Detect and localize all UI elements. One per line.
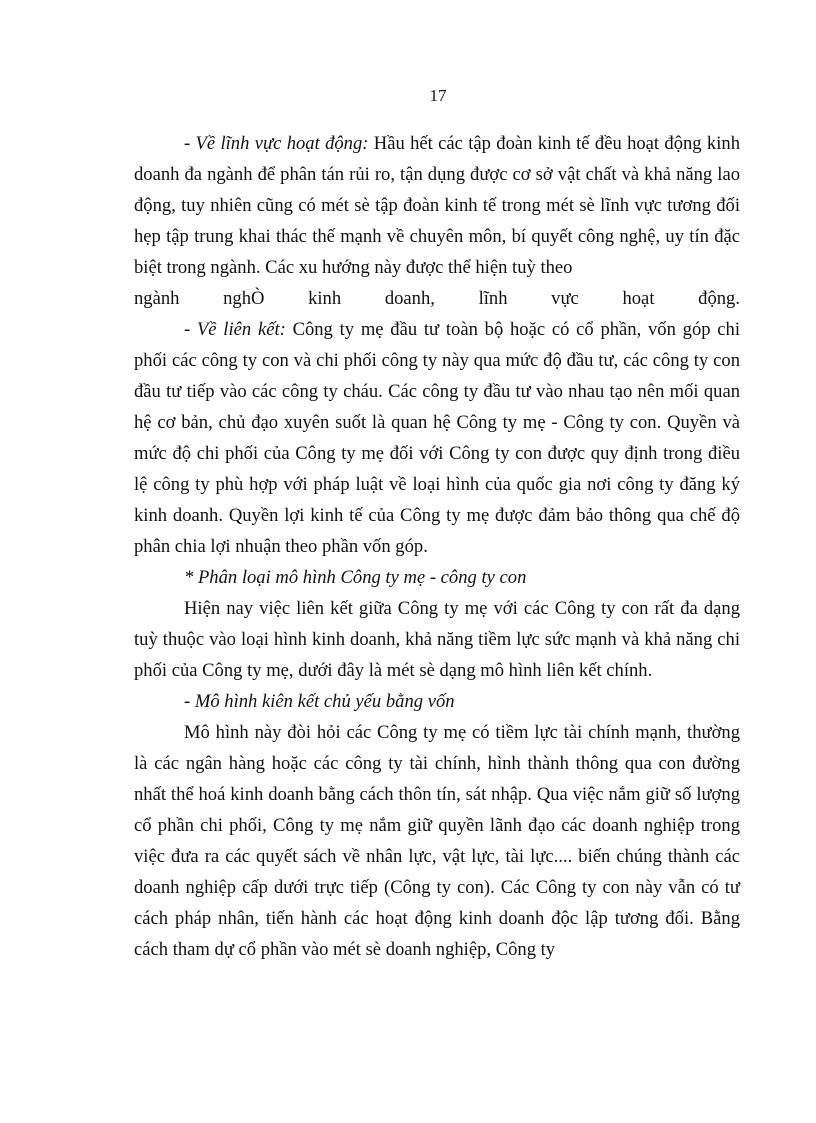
paragraph-lead: - Về liên kết: [184,319,286,340]
page-number: 17 [429,86,447,105]
section-heading-classification: * Phân loại mô hình Công ty mẹ - công ty con [184,567,527,588]
paragraph-text: Hầu hết các tập đoàn kinh tế đều hoạt động kinh doanh đa ngành để phân tán rủi ro, tận dụng được cơ sở vật chất và khả năng lao động, tuy nhiên cũng có mét sè tập đoàn kinh tế trong mét sè lĩnh vực tương đối hẹp tập trung khai thác thế mạnh về chuyên môn, bí quyết công nghệ, uy tín đặc biệt trong ngành. Các xu hướng này được thể hiện tuỳ theo [134,133,740,278]
paragraph-linkage [134,314,740,562]
paragraph-field-of-activity [134,128,740,314]
paragraph-capital-model: Mô hình này đòi hỏi các Công ty mẹ có tiềm lực tài chính mạnh, thường là các ngân hàng hoặc các công ty tài chính, hình thành thông qua con đường nhất thể hoá kinh doanh bằng cách thôn tín, sát nhập. Qua việc nắm giữ số lượng cổ phần chi phối, Công ty mẹ nắm giữ quyền lãnh đạo các doanh nghiệp trong việc đưa ra các quyết sách về nhân lực, vật lực, tài lực.... biến chúng thành các doanh nghiệp cấp dưới trực tiếp (Công ty con). Các Công ty con này vẫn có tư cách pháp nhân, tiến hành các hoạt động kinh doanh độc lập tương đối. Bằng cách tham dự cổ phần vào mét sè doanh nghiệp, Công ty [134,722,740,960]
paragraph-lead: - Về lĩnh vực hoạt động: [184,133,369,154]
section-heading-capital-model: - Mô hình kiên kết chủ yếu bằng vốn [184,691,455,712]
document-body [134,128,740,965]
paragraph-classification-intro: Hiện nay việc liên kết giữa Công ty mẹ với các Công ty con rất đa dạng tuỳ thuộc vào loại hình kinh doanh, khả năng tiềm lực sức mạnh và khả năng chi phối của Công ty mẹ, dưới đây là mét sè dạng mô hình liên kết chính. [134,598,740,681]
paragraph-text: Công ty mẹ đầu tư toàn bộ hoặc có cổ phần, vốn góp chi phối các công ty con và chi phối công ty này qua mức độ đầu tư, các công ty con đầu tư tiếp vào các công ty cháu. Các công ty đầu tư vào nhau tạo nên mối quan hệ cơ bản, chủ đạo xuyên suốt là quan hệ Công ty mẹ - Công ty con. Quyền và mức độ chi phối của Công ty mẹ đối với Công ty con được quy định trong điều lệ công ty phù hợp với pháp luật về loại hình của quốc gia nơi công ty đăng ký kinh doanh. Quyền lợi kinh tế của Công ty mẹ được đảm bảo thông qua chế độ phân chia lợi nhuận theo phần vốn góp. [134,319,740,557]
paragraph-last-line: ngành nghÒ kinh doanh, lĩnh vực hoạt động. [134,288,740,309]
